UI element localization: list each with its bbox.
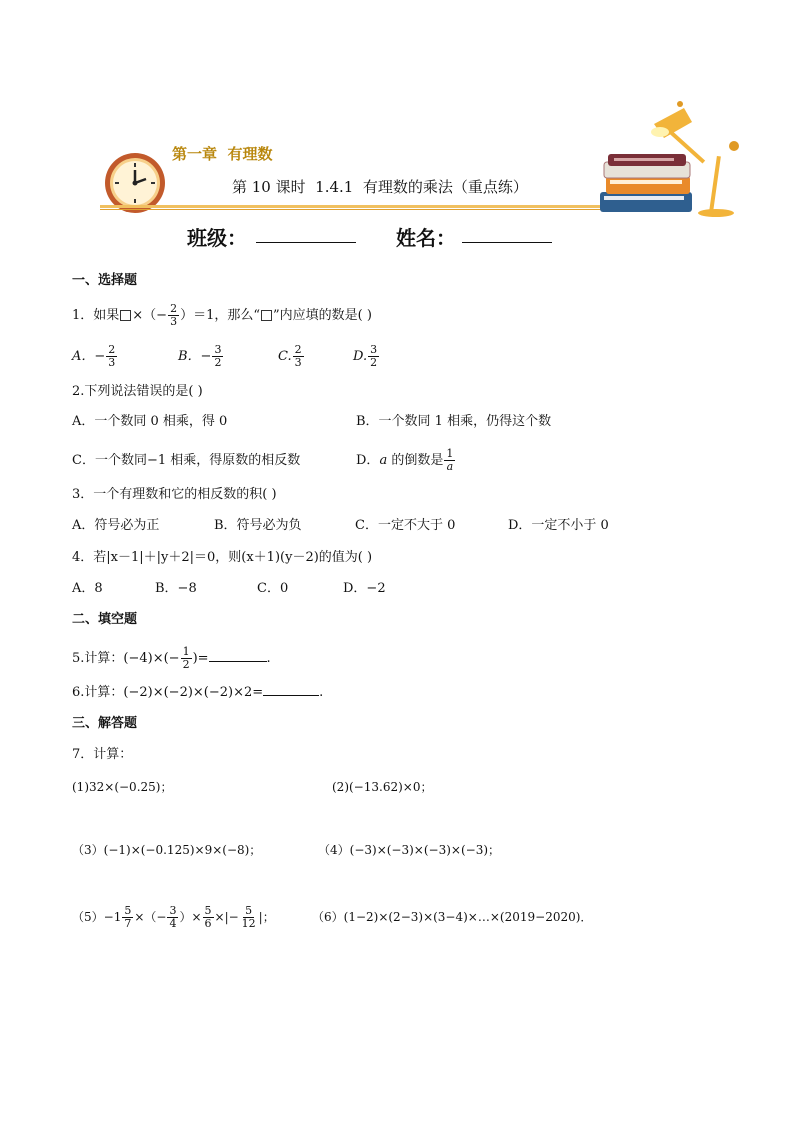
q1-option-c: C. $\frac{2}{3}$	[278, 343, 302, 369]
q7-part-3: （3）(−1)×(−0.125)×9×(−8)；	[72, 843, 262, 857]
q1-option-d: D. $\frac{3}{2}$	[353, 343, 378, 369]
question-1: 1．如果 ×（− $\frac{2}{3}$ ）＝1，那么“ ”内应填的数是( )	[72, 302, 372, 328]
class-blank[interactable]	[256, 224, 356, 243]
question-7: 7．计算：	[72, 747, 133, 762]
section-choice-title: 一、选择题	[72, 273, 138, 288]
q4-option-c: C．0	[257, 581, 289, 596]
lesson-title: 第 10 课时 1.4.1 有理数的乘法（重点练）	[232, 178, 528, 196]
q7-part-1: (1)32×(−0.25)；	[72, 780, 173, 794]
question-3: 3．一个有理数和它的相反数的积( )	[72, 487, 277, 502]
q4-option-d: D．−2	[343, 581, 386, 596]
header-ribbon-line	[100, 200, 660, 214]
q5-answer-blank[interactable]	[209, 649, 267, 662]
q1-option-b: B．− $\frac{3}{2}$	[178, 343, 222, 369]
class-label: 班级：	[187, 226, 247, 250]
section-solve-title: 三、解答题	[72, 716, 138, 731]
q3-option-d: D．一定不小于 0	[508, 518, 609, 533]
chapter-title: 第一章 有理数	[172, 145, 273, 163]
q7-part-4: （4）(−3)×(−3)×(−3)×(−3)；	[318, 843, 501, 857]
q7-part-6: （6）(1−2)×(2−3)×(3−4)×…×(2019−2020)．	[312, 910, 593, 924]
section-fill-title: 二、填空题	[72, 612, 138, 627]
question-6: 6.计算：(−2)×(−2)×(−2)×2= .	[72, 685, 324, 700]
name-label: 姓名：	[396, 226, 456, 250]
question-2: 2.下列说法错误的是( )	[72, 384, 203, 399]
books-lamp-illustration	[596, 96, 746, 220]
question-5: 5.计算：(−4)×(− $\frac{1}{2}$ )= .	[72, 645, 271, 671]
q2-option-d: D．a 的倒数是 $\frac{1}{a}$	[356, 447, 454, 473]
square-placeholder-icon	[261, 310, 272, 321]
q4-option-a: A．8	[72, 581, 103, 596]
q3-option-a: A．符号必为正	[72, 518, 160, 533]
q3-option-b: B．符号必为负	[214, 518, 302, 533]
question-4: 4．若|x－1|＋|y＋2|＝0，则(x＋1)(y－2)的值为( )	[72, 550, 373, 565]
name-blank[interactable]	[462, 224, 552, 243]
q7-part-5: （5）−1 $\frac{5}{7}$ ×（− $\frac{3}{4}$ ）× $\frac{5}{6}$ ×|− $\frac{5}{12}$ |；	[72, 904, 275, 930]
q2-option-b: B．一个数同 1 相乘，仍得这个数	[356, 414, 552, 429]
q2-option-a: A．一个数同 0 相乘，得 0	[72, 414, 228, 429]
q4-option-b: B．−8	[155, 581, 197, 596]
q1-option-a: A．− $\frac{2}{3}$	[72, 343, 116, 369]
q3-option-c: C．一定不大于 0	[355, 518, 456, 533]
q6-answer-blank[interactable]	[263, 683, 319, 696]
square-placeholder-icon	[120, 310, 131, 321]
q2-option-c: C．一个数同−1 相乘，得原数的相反数	[72, 453, 301, 468]
q7-part-2: (2)(−13.62)×0；	[332, 780, 433, 794]
